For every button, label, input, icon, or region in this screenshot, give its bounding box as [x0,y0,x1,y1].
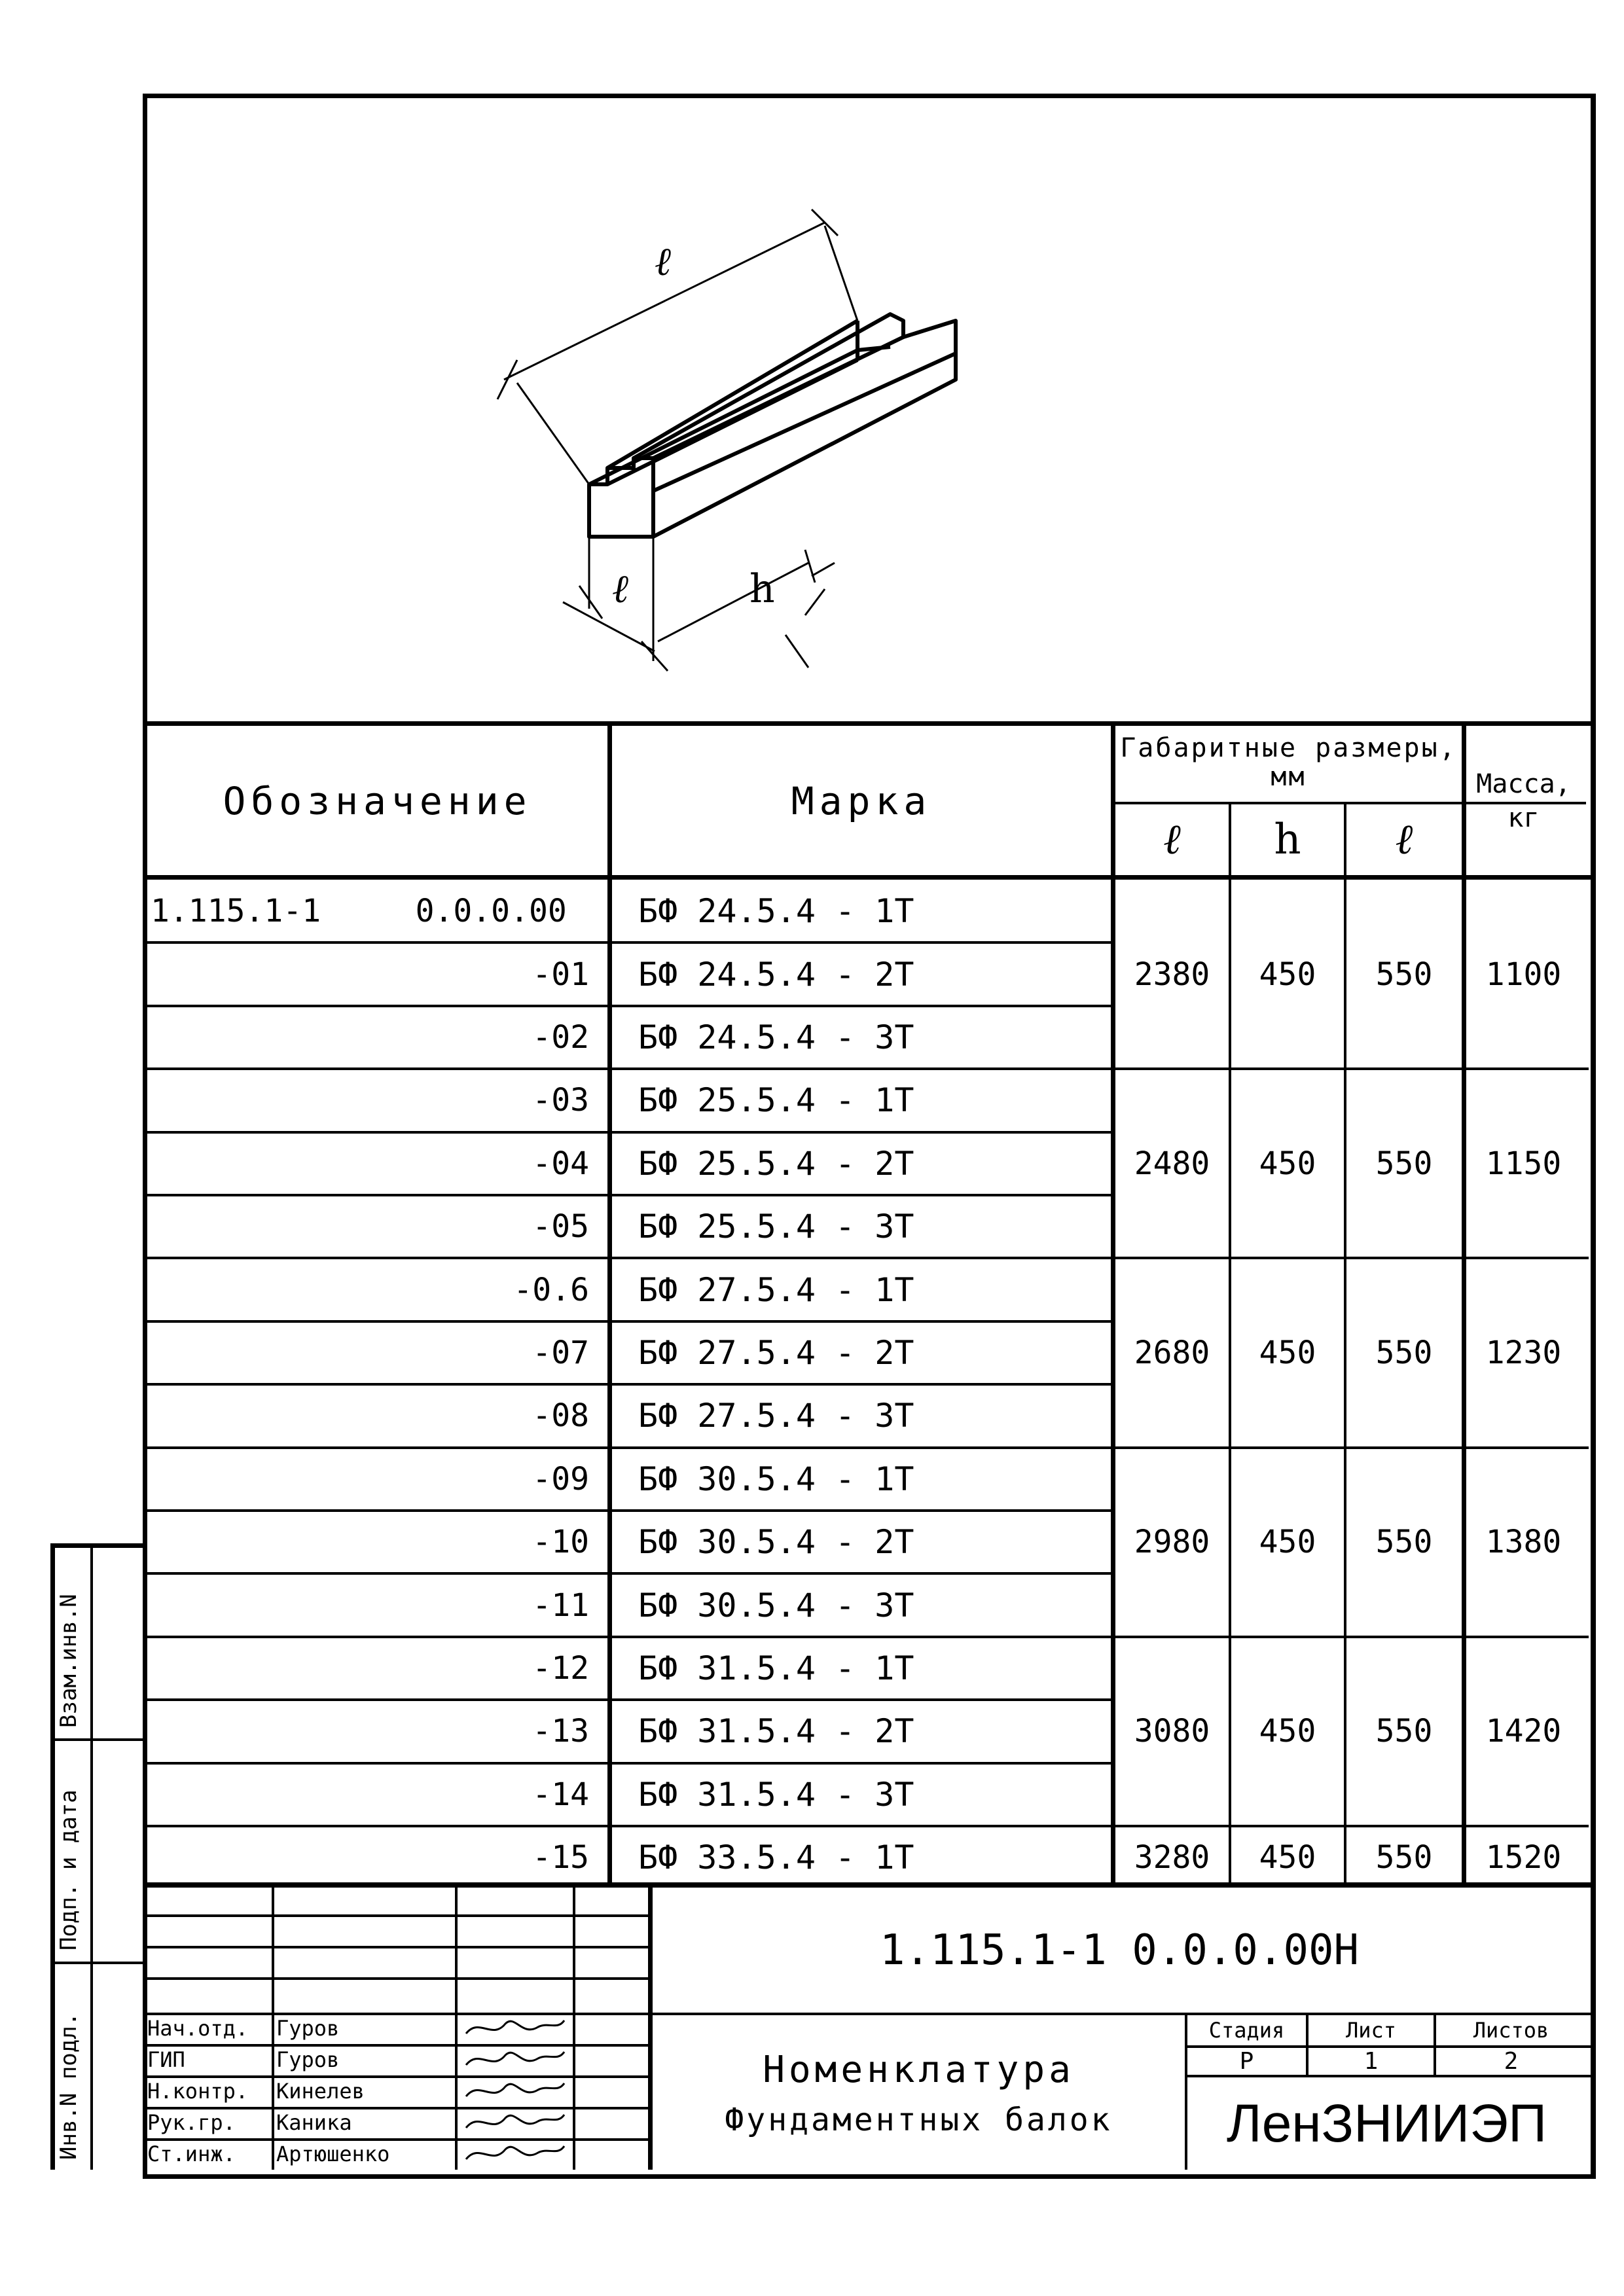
title-line-1: Номенклатура [763,2049,1075,2091]
designation-cell: -01 [532,956,589,993]
signature-name: Кинелев [276,2079,365,2104]
mark-cell: БФ 27.5.4 - 3Т [638,1397,914,1435]
designation-cell: -0.6 [513,1271,589,1308]
sheet-value: 1 [1363,2048,1379,2075]
col-divider-2 [1111,721,1115,1883]
header-mark: Марка [791,778,932,823]
designation-cell: -13 [532,1713,589,1750]
dim-label-length: ℓ [655,239,671,285]
mark-cell: БФ 31.5.4 - 2Т [638,1712,914,1751]
group-h-cell: 450 [1259,1145,1316,1182]
header-dim-b: ℓ [1395,816,1413,864]
sig-row-line [143,2107,648,2109]
margin-strip-line-1 [50,1738,143,1741]
sig-row-line [143,1977,648,1980]
mark-cell: БФ 24.5.4 - 2Т [638,955,914,994]
designation-cell: -10 [532,1524,589,1561]
group-mass-cell: 1380 [1485,1524,1562,1561]
group-l-cell: 2680 [1134,1334,1210,1371]
sig-col-2 [455,1883,458,2170]
designation-cell: -04 [532,1145,589,1182]
designation-cell: -09 [532,1460,589,1498]
sig-row-line [143,1946,648,1948]
mark-cell: БФ 24.5.4 - 3Т [638,1018,914,1056]
dim-line-width [563,602,655,651]
margin-strip-top [50,1543,143,1548]
header-bottom-border [143,875,1591,880]
group-b-cell: 550 [1375,956,1433,993]
side-label-inv-orig: Инв.N подл. [56,2012,82,2160]
title-block-stage-line-2 [1185,2075,1591,2077]
handwritten-signature [460,2140,571,2170]
dim-label-height: h [749,566,775,612]
designation-cell: -15 [532,1839,589,1876]
signature-name: Каника [276,2110,352,2135]
document-code: 1.115.1-1 0.0.0.00Н [879,1926,1360,1975]
title-line-2: Фундаментных балок [725,2102,1113,2138]
beam-isometric-drawing [458,183,1047,681]
handwritten-signature [460,2077,571,2107]
signature-name: Гуров [276,2016,340,2041]
sig-row-line [143,1914,648,1917]
group-mass-cell: 1420 [1485,1713,1562,1750]
sig-row-line [143,2138,648,2141]
group-h-cell: 450 [1259,1839,1316,1876]
designation-cell: -05 [532,1208,589,1246]
header-overall-dims: Габаритные размеры, мм [1120,733,1457,792]
mark-cell: БФ 24.5.4 - 1Т [638,892,914,931]
signature-name: Гуров [276,2047,340,2072]
sig-row-line [143,2044,648,2047]
group-b-cell: 550 [1375,1713,1433,1750]
signature-role: Рук.гр. [147,2110,236,2135]
signature-role: Н.контр. [147,2079,249,2104]
title-block-top [143,1883,1591,1888]
designation-cell: 1.115.1-1 0.0.0.00 [151,893,567,930]
designation-cell: -12 [532,1649,589,1687]
dim-label-width: ℓ [612,566,628,612]
designation-cell: -08 [532,1397,589,1435]
mark-cell: БФ 33.5.4 - 1Т [638,1839,914,1877]
group-h-cell: 450 [1259,1713,1316,1750]
group-l-cell: 2480 [1134,1145,1210,1182]
sig-col-3 [573,1883,575,2170]
group-b-cell: 550 [1375,1145,1433,1182]
handwritten-signature [460,2108,571,2138]
sheets-value: 2 [1504,2048,1519,2075]
mark-cell: БФ 25.5.4 - 2Т [638,1144,914,1183]
mark-cell: БФ 30.5.4 - 2Т [638,1523,914,1562]
group-h-cell: 450 [1259,1334,1316,1371]
sheets-label: Листов [1473,2018,1549,2043]
mark-cell: БФ 27.5.4 - 2Т [638,1333,914,1372]
designation-cell: -07 [532,1334,589,1371]
handwritten-signature [460,2014,571,2044]
mark-cell: БФ 25.5.4 - 3Т [638,1208,914,1246]
mark-cell: БФ 31.5.4 - 3Т [638,1775,914,1814]
group-b-cell: 550 [1375,1524,1433,1561]
margin-strip-line-2 [50,1962,143,1964]
group-mass-cell: 1150 [1485,1145,1562,1182]
mark-cell: БФ 27.5.4 - 1Т [638,1270,914,1309]
group-h-cell: 450 [1259,956,1316,993]
group-mass-cell: 1230 [1485,1334,1562,1371]
stage-label: Стадия [1208,2018,1285,2043]
designation-cell: -11 [532,1587,589,1624]
group-b-cell: 550 [1375,1334,1433,1371]
side-label-sign-date: Подп. и дата [56,1789,82,1950]
margin-strip-left [50,1543,55,2170]
signature-role: ГИП [147,2047,185,2072]
header-dim-h: h [1274,816,1301,864]
stage-value: Р [1239,2048,1254,2075]
organization-name: ЛенЗНИИЭП [1226,2094,1547,2153]
group-l-cell: 2380 [1134,956,1210,993]
mark-cell: БФ 30.5.4 - 1Т [638,1460,914,1498]
sig-col-1 [272,1883,274,2170]
side-label-inv-replace: Взам.инв.N [56,1594,82,1728]
designation-cell: -03 [532,1082,589,1119]
col-divider-1 [607,721,612,1883]
group-l-cell: 3080 [1134,1713,1210,1750]
designation-cell: -02 [532,1018,589,1056]
dim-line-height [658,563,808,641]
sig-row-line [143,2075,648,2078]
signature-role: Нач.отд. [147,2016,249,2041]
sig-row-line [143,2013,648,2015]
header-mass: Масса, кг [1476,768,1571,833]
header-dim-l: ℓ [1163,816,1181,864]
mark-cell: БФ 30.5.4 - 3Т [638,1586,914,1624]
sheet-label: Лист [1345,2018,1397,2043]
designation-cell: -14 [532,1776,589,1813]
group-b-cell: 550 [1375,1839,1433,1876]
header-designation: Обозначение [223,778,532,823]
handwritten-signature [460,2045,571,2075]
signature-name: Артюшенко [276,2142,390,2166]
group-mass-cell: 1100 [1485,956,1562,993]
col-divider-5 [1462,721,1466,1883]
group-h-cell: 450 [1259,1524,1316,1561]
group-mass-cell: 1520 [1485,1839,1562,1876]
title-block-main-divider [648,1883,653,2170]
margin-strip-divider [90,1543,93,2170]
group-l-cell: 3280 [1134,1839,1210,1876]
group-l-cell: 2980 [1134,1524,1210,1561]
mark-cell: БФ 31.5.4 - 1Т [638,1649,914,1687]
mark-cell: БФ 25.5.4 - 1Т [638,1081,914,1120]
signature-role: Ст.инж. [147,2142,236,2166]
